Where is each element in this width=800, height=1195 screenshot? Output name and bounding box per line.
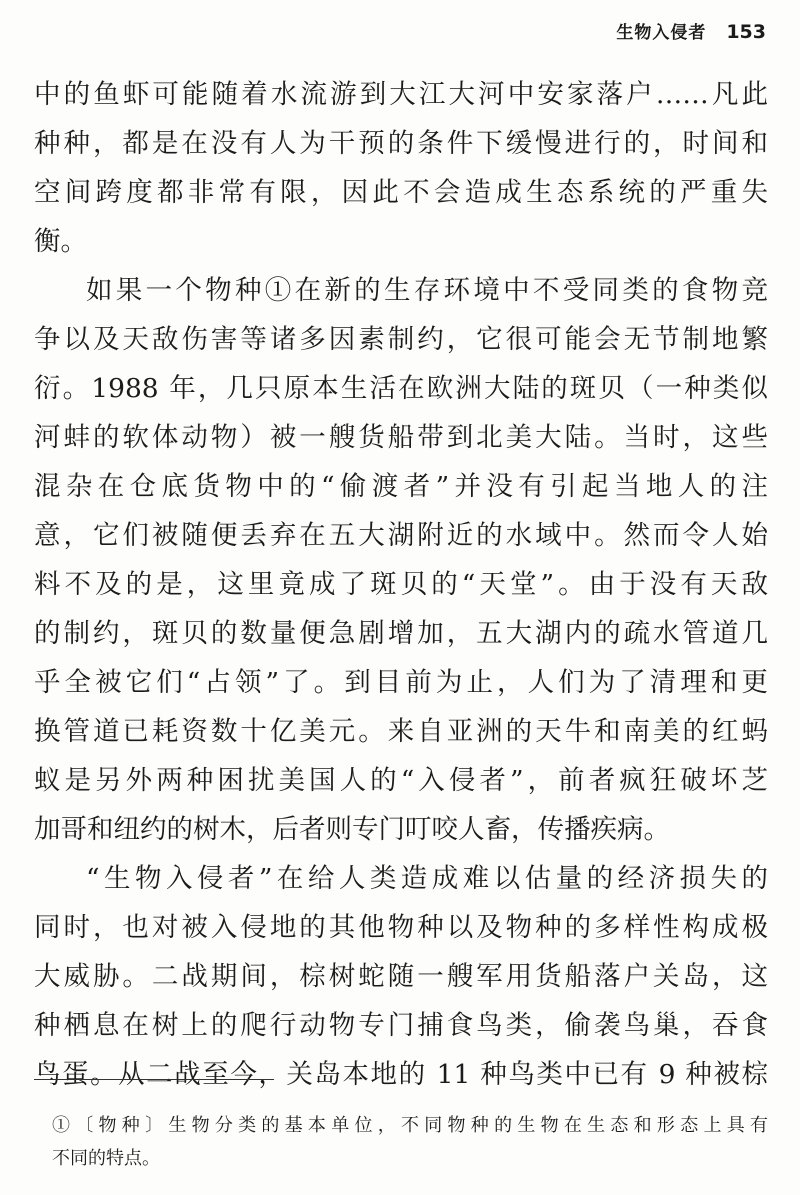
- text-line: 空间跨度都非常有限，因此不会造成生态系统的严重失: [34, 177, 768, 208]
- text-line: 种栖息在树上的爬行动物专门捕食鸟类，偷袭鸟巢，吞食: [34, 1010, 768, 1041]
- paragraph-start-line: “生物入侵者”在给人类造成难以估量的经济损失的: [86, 863, 768, 894]
- text-line: 混杂在仓底货物中的“偷渡者”并没有引起当地人的注: [34, 471, 768, 502]
- text-line: 乎全被它们“占领”了。到目前为止，人们为了清理和更: [34, 667, 768, 698]
- body-text: [34, 70, 768, 1099]
- page-number: 153: [726, 21, 766, 43]
- text-line: 鸟蛋。从二战至今，关岛本地的 11 种鸟类中已有 9 种被棕: [34, 1059, 768, 1090]
- text-line: 料不及的是，这里竟成了斑贝的“天堂”。由于没有天敌: [34, 569, 768, 600]
- text-line: 换管道已耗资数十亿美元。来自亚洲的天牛和南美的红蚂: [34, 716, 768, 747]
- footnote-divider: [34, 1079, 274, 1080]
- paragraph-start-line: 如果一个物种①在新的生存环境中不受同类的食物竞: [86, 275, 768, 306]
- running-header-title: 生物入侵者: [616, 23, 707, 43]
- text-line: 意，它们被随便丢弃在五大湖附近的水域中。然而令人始: [34, 520, 768, 551]
- footnote-line: 不同的特点。: [52, 1148, 160, 1169]
- text-line: 中的鱼虾可能随着水流游到大江大河中安家落户……凡此: [34, 79, 768, 110]
- text-line: 争以及天敌伤害等诸多因素制约，它很可能会无节制地繁: [34, 324, 768, 355]
- footnote-line: ①〔物种〕生物分类的基本单位，不同物种的生物在生态和形态上具有: [52, 1115, 768, 1136]
- text-line: 同时，也对被入侵地的其他物种以及物种的多样性构成极: [34, 912, 768, 943]
- text-line: 加哥和纽约的树木，后者则专门叮咬人畜，传播疾病。: [34, 814, 670, 845]
- text-line: 衍。1988 年，几只原本生活在欧洲大陆的斑贝（一种类似: [34, 373, 768, 404]
- text-line: 大威胁。二战期间，棕树蛇随一艘军用货船落户关岛，这: [34, 961, 768, 992]
- text-line: 的制约，斑贝的数量便急剧增加，五大湖内的疏水管道几: [34, 618, 768, 649]
- text-line: 种种，都是在没有人为干预的条件下缓慢进行的，时间和: [34, 128, 768, 159]
- text-line: 河蚌的软体动物）被一艘货船带到北美大陆。当时，这些: [34, 422, 768, 453]
- footnote: [52, 1109, 768, 1175]
- text-line: 衡。: [34, 226, 87, 257]
- text-line: 蚁是另外两种困扰美国人的“入侵者”，前者疯狂破坏芝: [34, 765, 768, 796]
- running-header: [616, 18, 766, 43]
